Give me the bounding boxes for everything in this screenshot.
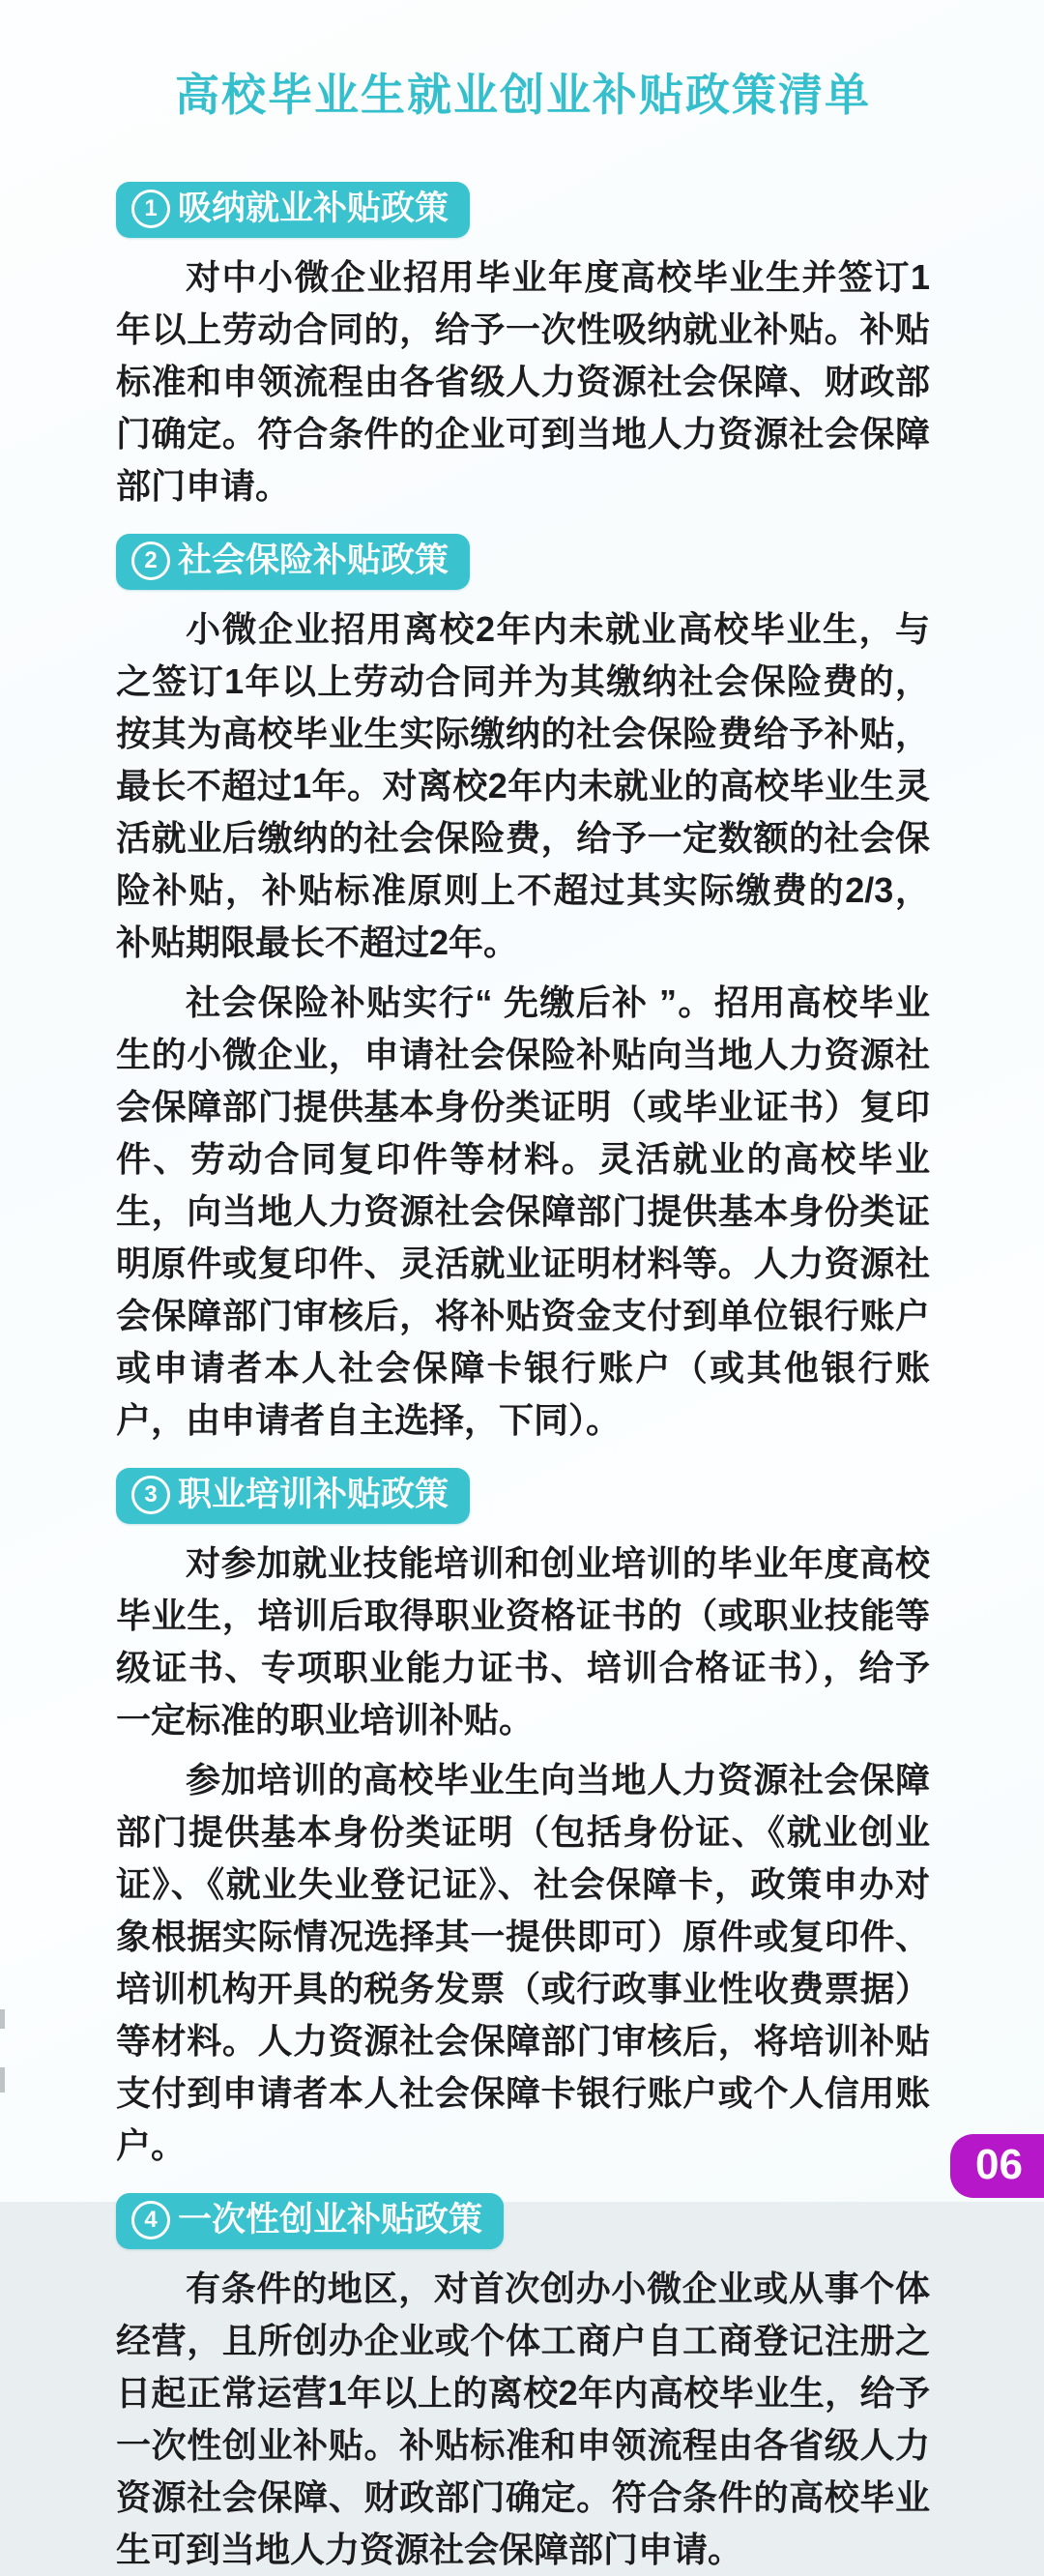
section-2-badge [116, 534, 470, 590]
circled-number-4-icon: 4 [131, 2201, 170, 2239]
circled-number-1-icon: 1 [131, 190, 170, 228]
section-2-paragraph-1: 小微企业招用离校2年内未就业高校毕业生，与之签订1年以上劳动合同并为其缴纳社会保险费的，按其为高校毕业生实际缴纳的社会保险费给予补贴，最长不超过1年。对离校2年内未就业的高校毕业生灵活就业后缴纳的社会保险费，给予一定数额的社会保险补贴，补贴标准原则上不超过其实际缴费的2/3，补贴期限最长不超过2年。 [116, 609, 930, 963]
section-one-time-startup-subsidy [116, 2180, 930, 2576]
section-2-heading: 社会保险补贴政策 [178, 542, 450, 580]
section-1-paragraph: 对中小微企业招用毕业年度高校毕业生并签订1年以上劳动合同的，给予一次性吸纳就业补贴。补贴标准和申领流程由各省级人力资源社会保障、财政部门确定。符合条件的企业可到当地人力资源社会保障部门申请。 [116, 257, 930, 507]
circled-number-3-icon: 3 [131, 1476, 170, 1514]
scan-artifact-mark [0, 2067, 5, 2093]
section-3-badge [116, 1468, 470, 1524]
section-social-insurance-subsidy [116, 520, 930, 1447]
section-4-heading: 一次性创业补贴政策 [178, 2201, 483, 2239]
section-vocational-training-subsidy [116, 1454, 930, 2172]
scan-artifact-mark [0, 2009, 5, 2029]
section-employment-absorption-subsidy [116, 168, 930, 512]
section-4-badge [116, 2193, 504, 2249]
page-number-badge: 06 [950, 2134, 1044, 2198]
section-3-heading: 职业培训补贴政策 [178, 1476, 450, 1514]
circled-number-2-icon: 2 [131, 542, 170, 580]
page-title: 高校毕业生就业创业补贴政策清单 [175, 70, 871, 120]
section-3-paragraph-2: 参加培训的高校毕业生向当地人力资源社会保障部门提供基本身份类证明（包括身份证、《就业创业证》、《就业失业登记证》、社会保障卡，政策申办对象根据实际情况选择其一提供即可）原件或复印件、培训机构开具的税务发票（或行政事业性收费票据）等材料。人力资源社会保障部门审核后，将培训补贴支付到申请者本人社会保障卡银行账户或个人信用账户。 [116, 1760, 930, 2166]
section-3-paragraph-1: 对参加就业技能培训和创业培训的毕业年度高校毕业生，培训后取得职业资格证书的（或职业技能等级证书、专项职业能力证书、培训合格证书），给予一定标准的职业培训补贴。 [116, 1543, 930, 1741]
section-2-paragraph-2: 社会保险补贴实行“ 先缴后补 ”。招用高校毕业生的小微企业，申请社会保险补贴向当地人力资源社会保障部门提供基本身份类证明（或毕业证书）复印件、劳动合同复印件等材料。灵活就业的高校毕业生，向当地人力资源社会保障部门提供基本身份类证明原件或复印件、灵活就业证明材料等。人力资源社会保障部门审核后，将补贴资金支付到单位银行账户或申请者本人社会保障卡银行账户（或其他银行账户，由申请者自主选择，下同）。 [116, 982, 930, 1441]
section-1-heading: 吸纳就业补贴政策 [178, 190, 450, 228]
section-1-badge [116, 182, 470, 238]
section-4-paragraph: 有条件的地区，对首次创办小微企业或从事个体经营，且所创办企业或个体工商户自工商登记注册之日起正常运营1年以上的离校2年内高校毕业生，给予一次性创业补贴。补贴标准和申领流程由各省级人力资源社会保障、财政部门确定。符合条件的高校毕业生可到当地人力资源社会保障部门申请。 [116, 2269, 930, 2570]
